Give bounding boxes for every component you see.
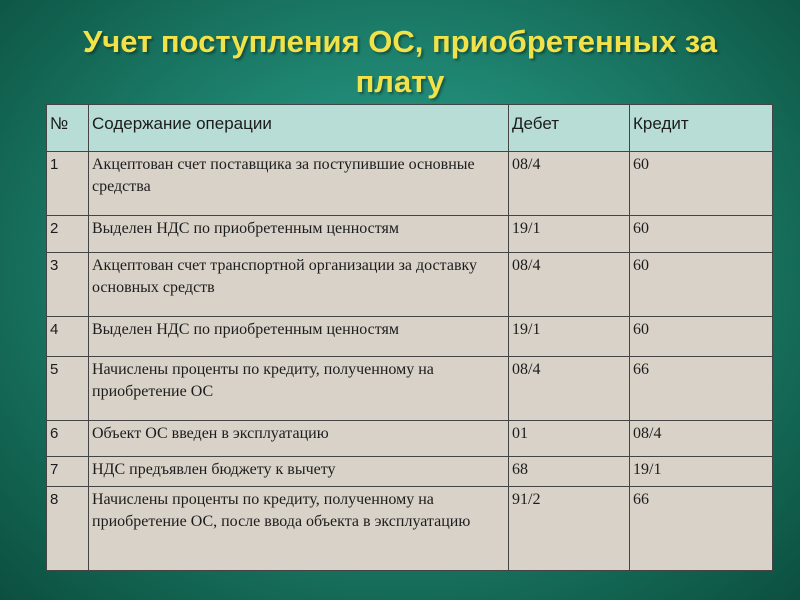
table-header-row — [47, 105, 773, 152]
row-credit: 66 — [630, 487, 773, 571]
row-number: 3 — [47, 253, 89, 317]
row-number: 2 — [47, 216, 89, 253]
row-credit: 60 — [630, 253, 773, 317]
row-number: 5 — [47, 357, 89, 421]
row-debit: 19/1 — [509, 317, 630, 357]
table-row — [47, 357, 773, 421]
row-number: 8 — [47, 487, 89, 571]
row-debit: 08/4 — [509, 253, 630, 317]
table-row — [47, 457, 773, 487]
table-row — [47, 253, 773, 317]
row-debit: 68 — [509, 457, 630, 487]
row-debit: 08/4 — [509, 357, 630, 421]
header-credit: Кредит — [630, 105, 773, 152]
row-number: 1 — [47, 152, 89, 216]
row-credit: 08/4 — [630, 421, 773, 457]
header-description: Содержание операции — [89, 105, 509, 152]
row-description: Акцептован счет транспортной организации за доставку основных средств — [89, 253, 509, 317]
operations-table-container — [46, 104, 772, 571]
row-credit: 66 — [630, 357, 773, 421]
table-row — [47, 152, 773, 216]
row-debit: 91/2 — [509, 487, 630, 571]
row-description: Объект ОС введен в эксплуатацию — [89, 421, 509, 457]
row-description: Акцептован счет поставщика за поступившие основные средства — [89, 152, 509, 216]
row-credit: 60 — [630, 152, 773, 216]
row-debit: 19/1 — [509, 216, 630, 253]
row-description: Начислены проценты по кредиту, полученному на приобретение ОС, после ввода объекта в эксплуатацию — [89, 487, 509, 571]
row-description: Выделен НДС по приобретенным ценностям — [89, 216, 509, 253]
row-number: 6 — [47, 421, 89, 457]
row-description: Выделен НДС по приобретенным ценностям — [89, 317, 509, 357]
page-title — [0, 22, 800, 102]
page-title-line-1: Учет поступления ОС, приобретенных за — [82, 24, 718, 59]
header-debit: Дебет — [509, 105, 630, 152]
table-row — [47, 421, 773, 457]
table-row — [47, 216, 773, 253]
table-row — [47, 317, 773, 357]
row-debit: 08/4 — [509, 152, 630, 216]
row-credit: 60 — [630, 216, 773, 253]
row-number: 4 — [47, 317, 89, 357]
row-credit: 60 — [630, 317, 773, 357]
row-description: Начислены проценты по кредиту, полученному на приобретение ОС — [89, 357, 509, 421]
header-number: № — [47, 105, 89, 152]
operations-table — [46, 104, 773, 571]
page-title-line-2: плату — [355, 64, 445, 99]
row-debit: 01 — [509, 421, 630, 457]
row-credit: 19/1 — [630, 457, 773, 487]
row-number: 7 — [47, 457, 89, 487]
table-row — [47, 487, 773, 571]
row-description: НДС предъявлен бюджету к вычету — [89, 457, 509, 487]
